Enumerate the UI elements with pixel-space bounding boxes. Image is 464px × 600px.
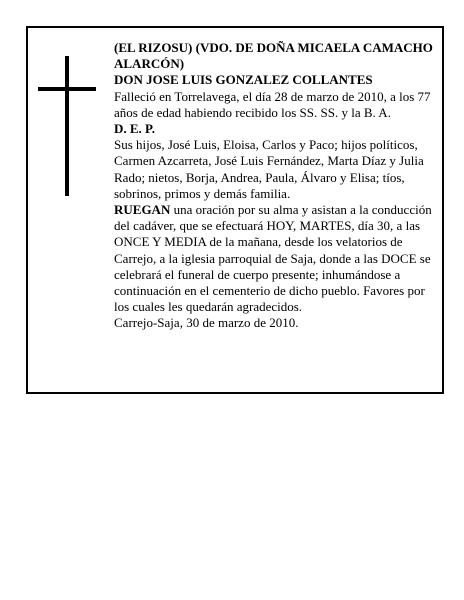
cross-icon [38,56,96,196]
cross-horizontal-bar [38,87,96,91]
deceased-name: DON JOSE LUIS GONZALEZ COLLANTES [114,72,373,88]
rip-line: D. E. P. [114,121,156,137]
nickname-line: (EL RIZOSU) (VDO. DE DOÑA MICAELA CAMACHO ALARCÓN) [114,40,433,72]
request-paragraph [114,202,440,315]
obituary-notice [26,26,444,394]
cross-vertical-bar [65,56,69,196]
death-statement: Falleció en Torrelavega, el día 28 de marzo de 2010, a los 77 años de edad habiendo recibido los SS. SS. y la B. A. [114,88,431,120]
family-list: Sus hijos, José Luis, Eloisa, Carlos y Paco; hijos políticos, Carmen Azcarreta, José Luis Fernández, Marta Díaz y Julia Rado; nietos, Borja, Andrea, Paula, Álvaro y Elisa; tíos, sobrinos, primos y demás familia. [114,137,424,201]
notice-text [114,40,440,332]
request-text: una oración por su alma y asistan a la conducción del cadáver, que se efectuará HOY, MARTES, día 30, a las ONCE Y MEDIA de la mañana, desde los velatorios de Carrejo, a la iglesia parroquial de Saja, donde a las DOCE se celebrará el funeral de cuerpo presente; inhumándose a continuación en el cementerio de dicho pueblo. Favores por los cuales les quedarán agradecidos. [114,202,432,315]
request-label: RUEGAN [114,202,171,218]
place-date: Carrejo-Saja, 30 de marzo de 2010. [114,315,299,331]
